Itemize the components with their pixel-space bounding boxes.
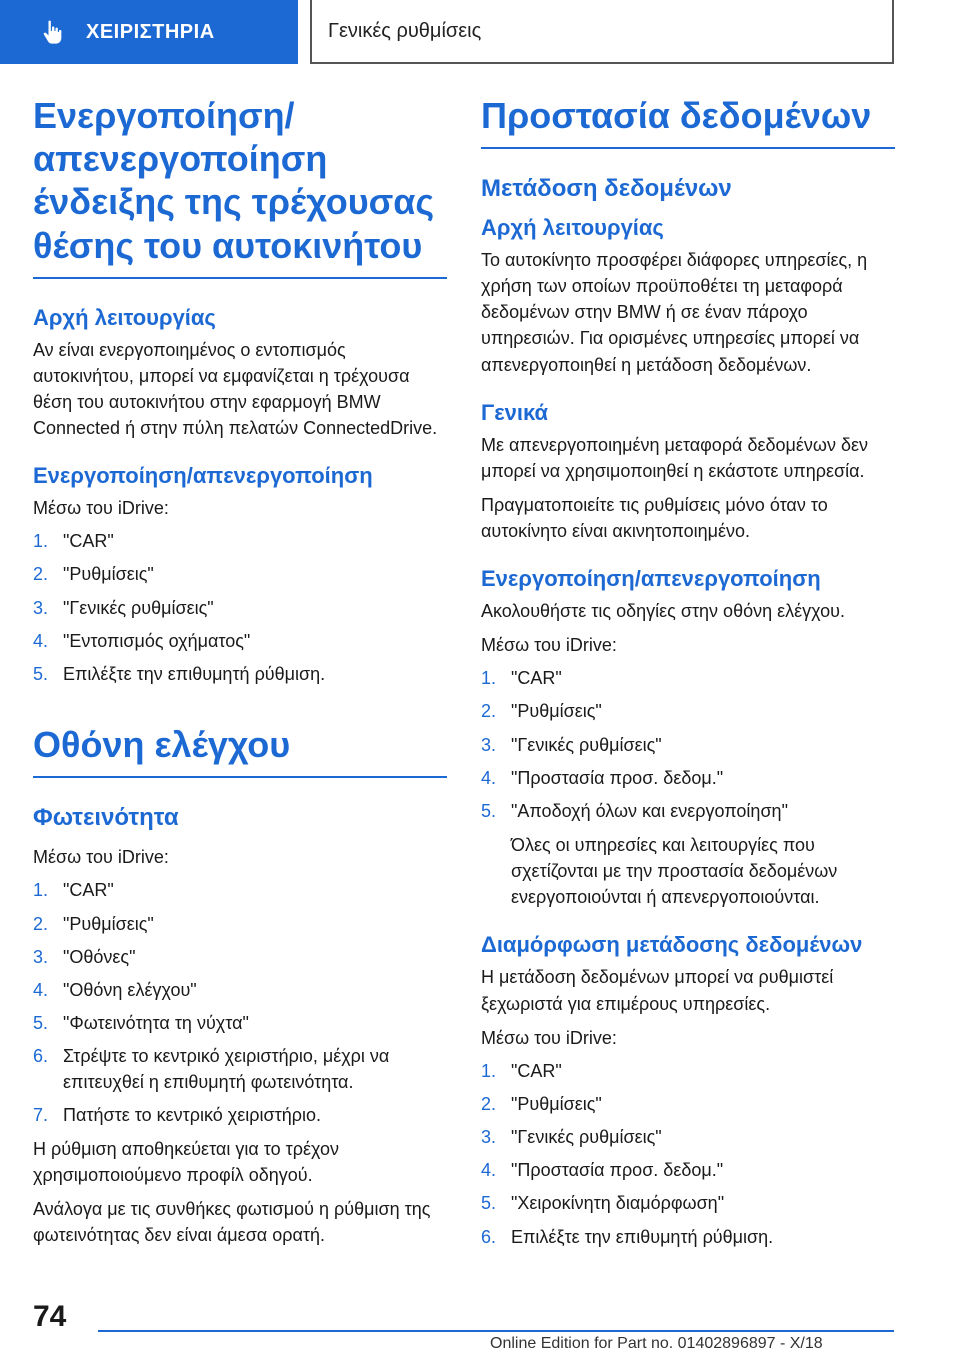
- list-item: 4. "Προστασία προσ. δεδομ.": [481, 767, 724, 788]
- list-item: 6. Στρέψτε το κεντρικό χειριστήριο, μέχρι να επιτευχθεί η επιθυμητή φωτεινότητα.: [33, 1046, 390, 1092]
- heading-activation: Ενεργοποίηση/απενεργοποίηση: [33, 463, 373, 489]
- list-item: 2. "Ρυθμίσεις": [33, 913, 154, 934]
- idrive-intro: Μέσω του iDrive:: [33, 498, 169, 519]
- list-item: 2. "Ρυθμίσεις": [481, 1093, 602, 1114]
- list-item: 4. "Οθόνη ελέγχου": [33, 980, 197, 1000]
- paragraph-profile-saved: Η ρύθμιση αποθηκεύεται για το τρέχον χρησιμοποιούμενο προφίλ οδηγού.: [33, 1138, 339, 1186]
- heading-data-protection: Προστασία δεδομένων: [481, 94, 895, 149]
- hand-pointer-icon: [38, 18, 66, 46]
- heading-activation: Ενεργοποίηση/απενεργοποίηση: [481, 566, 821, 592]
- heading-general: Γενικά: [481, 399, 549, 425]
- heading-principle: Αρχή λειτουργίας: [481, 215, 664, 241]
- paragraph-brightness-note: Ανάλογα με τις συνθήκες φωτισμού η ρύθμιση της φωτεινότητας δεν είναι άμεσα ορατή.: [33, 1199, 431, 1246]
- steps-list: [33, 878, 447, 1128]
- idrive-intro: Μέσω του iDrive:: [481, 635, 617, 656]
- paragraph-principle: Αν είναι ενεργοποιημένος ο εντοπισμός αυτοκινήτου, μπορεί να εμφανίζεται η τρέχουσα θέση του αυτοκινήτου στην εφαρμογή BMW Connected ή στην πύλη πελατών ConnectedDrive.: [33, 339, 438, 439]
- paragraph-configure: Η μετάδοση δεδομένων μπορεί να ρυθμιστεί ξεχωριστά για επιμέρους υπηρεσίες.: [481, 967, 834, 1014]
- paragraph-all-services-note: Όλες οι υπηρεσίες και λειτουργίες που σχετίζονται με την προστασία δεδομένων ενεργοποιούνται ή απενεργοποιούνται.: [511, 835, 838, 908]
- chapter-tab[interactable]: [0, 0, 298, 64]
- idrive-intro: Μέσω του iDrive:: [481, 1027, 617, 1048]
- paragraph-general-1: Με απενεργοποιημένη μεταφορά δεδομένων δεν μπορεί να χρησιμοποιηθεί η εκάστοτε υπηρεσία.: [481, 434, 869, 481]
- list-item: 4. "Προστασία προσ. δεδομ.": [481, 1160, 724, 1181]
- list-item: 3. "Οθόνες": [33, 946, 136, 967]
- list-item: 3. "Γενικές ρυθμίσεις": [481, 734, 662, 755]
- list-item: 1. "CAR": [33, 880, 114, 901]
- paragraph-follow-instructions: Ακολουθήστε τις οδηγίες στην οθόνη ελέγχου.: [481, 601, 845, 622]
- list-item: 3. "Γενικές ρυθμίσεις": [481, 1127, 662, 1148]
- steps-list: [481, 666, 895, 824]
- list-item: 4. "Εντοπισμός οχήματος": [33, 630, 251, 651]
- list-item: 5. Επιλέξτε την επιθυμητή ρύθμιση.: [33, 663, 326, 684]
- list-item: 3. "Γενικές ρυθμίσεις": [33, 597, 214, 618]
- heading-configure-transmission: Διαμόρφωση μετάδοσης δεδομένων: [481, 932, 863, 958]
- list-item: 5. "Χειροκίνητη διαμόρφωση": [481, 1193, 725, 1214]
- page-number: 74: [33, 1300, 67, 1333]
- heading-vehicle-location: Ενεργοποίηση/απενεργοποίηση ένδειξης της τρέχουσας θέσης του αυτοκινήτου: [33, 94, 447, 279]
- heading-control-display: Οθόνη ελέγχου: [33, 723, 447, 778]
- list-item: 5. "Φωτεινότητα τη νύχτα": [33, 1013, 249, 1034]
- list-item: 2. "Ρυθμίσεις": [481, 701, 602, 722]
- list-item: 6. Επιλέξτε την επιθυμητή ρύθμιση.: [481, 1226, 774, 1247]
- paragraph-general-2: Πραγματοποιείτε τις ρυθμίσεις μόνο όταν το αυτοκίνητο είναι ακινητοποιημένο.: [481, 494, 828, 541]
- list-item: 1. "CAR": [33, 531, 114, 552]
- section-title: Γενικές ρυθμίσεις: [310, 0, 894, 64]
- edition-note: Online Edition for Part no. 01402896897 - X/18: [490, 1335, 823, 1352]
- list-item: 1. "CAR": [481, 1060, 562, 1081]
- left-column: [33, 94, 447, 1256]
- right-column: [481, 94, 895, 1258]
- chapter-label: ΧΕΙΡΙΣΤΗΡΙΑ: [86, 20, 215, 43]
- list-item: 1. "CAR": [481, 668, 562, 689]
- steps-list: [481, 1059, 895, 1250]
- list-item: 2. "Ρυθμίσεις": [33, 564, 154, 585]
- paragraph-principle: Το αυτοκίνητο προσφέρει διάφορες υπηρεσίες, η χρήση των οποίων προϋποθέτει τη μεταφορά δεδομένων στην BMW ή σε έναν πάροχο υπηρεσιών. Για ορισμένες υπηρεσίες μπορεί να απενεργοποιηθεί η μετάδοση δεδομένων.: [481, 250, 868, 375]
- steps-list: [33, 529, 447, 687]
- idrive-intro: Μέσω του iDrive:: [33, 847, 169, 868]
- list-item: 7. Πατήστε το κεντρικό χειριστήριο.: [33, 1104, 321, 1125]
- heading-principle: Αρχή λειτουργίας: [33, 304, 216, 330]
- footer-divider: [98, 1330, 894, 1332]
- heading-brightness: Φωτεινότητα: [33, 804, 179, 832]
- heading-data-transmission: Μετάδοση δεδομένων: [481, 175, 732, 203]
- list-item: 5. "Αποδοχή όλων και ενεργοποίηση": [481, 800, 788, 821]
